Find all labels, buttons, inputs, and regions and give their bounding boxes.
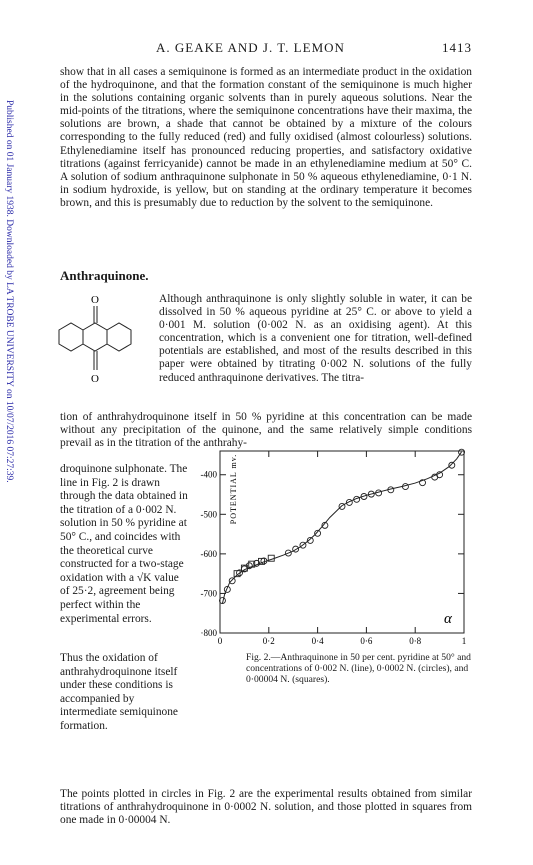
paragraph-anthraquinone: Although anthraquinone is only slightly soluble in water, it can be dissolved in 50 % aqueous pyridine at 25° C. or above to yield a 0·001 M. solution (0·002 N. as an oxidising agent). At this concentration, which is a convenient one for titration, well-defined potentials are established, and most of the results described in this paper were obtained by titrating 0·002 N. solutions of the fully reduced anthraquinone derivatives. The titra- bbox=[159, 293, 472, 384]
structure-diagram bbox=[56, 290, 134, 410]
x-tick-label: 0·8 bbox=[409, 636, 422, 646]
chart-svg bbox=[182, 447, 472, 649]
oxygen-bottom-label: O bbox=[91, 373, 99, 385]
y-tick-label: -700 bbox=[200, 588, 217, 599]
theoretical-curve bbox=[222, 452, 461, 604]
download-notice bbox=[0, 100, 14, 820]
y-tick-label: -600 bbox=[200, 548, 217, 559]
running-title: A. GEAKE AND J. T. LEMON bbox=[156, 40, 345, 55]
figure-caption: Fig. 2.—Anthraquinone in 50 per cent. pyridine at 50° and concentrations of 0·002 N. (line), 0·0002 N. (circles), and 0·00004 N. (squares). bbox=[246, 652, 471, 685]
page-number: 1413 bbox=[442, 40, 472, 55]
download-notice-text: Published on 01 January 1938. Downloaded by LA TROBE UNIVERSITY on 10/07/2016 07:27:39. bbox=[4, 100, 14, 483]
y-axis-label: POTENTIAL mv. bbox=[229, 453, 238, 525]
data-point-circle bbox=[229, 578, 235, 584]
paragraph-intro: show that in all cases a semiquinone is formed as an intermediate product in the oxidation of the hydroquinone, and that the formation constant of the semiquinone is much higher in the solutions containing organic solvents than in purely aqueous solutions. Near the mid-points of the titrations, where the semiquinone concentrations have their maxima, the solutions are brown, a shade that cannot be obtained by a mixture of the colours corresponding to the fully reduced (red) and fully oxidised (almost colourless) solutions. Ethylenediamine itself has pronounced reducing properties, and satisfactory oxidative titrations (against ferricyanide) cannot be made in an ethylenediamine medium at 50° C. A solution of sodium anthraquinone sulphonate in 50 % aqueous ethylenediamine, 0·1 N. in sodium hydroxide, is yellow, but on standing at the ordinary temperature it becomes brown, and this is presumably due to reduction by the solvent to the semiquinone. bbox=[60, 66, 472, 209]
x-tick-label: 1 bbox=[461, 636, 467, 646]
oxygen-top-label: O bbox=[91, 294, 99, 306]
paragraph-points: The points plotted in circles in Fig. 2 are the experimental results obtained from similar titrations of anthrahydroquinone in 0·0002 N. solution, and those plotted in squares from one made in 0·00004 N. bbox=[60, 788, 472, 827]
center-ring bbox=[83, 323, 107, 351]
alpha-label: α bbox=[444, 611, 452, 627]
y-tick-label: -400 bbox=[200, 469, 217, 480]
page-header bbox=[60, 40, 472, 56]
y-tick-label: ·800 bbox=[200, 628, 217, 638]
y-tick-label: -500 bbox=[200, 509, 217, 520]
x-tick-label: 0·6 bbox=[360, 636, 373, 646]
data-point-circle bbox=[449, 462, 455, 468]
paragraph-figure-reference: droquinone sulphonate. The line in Fig. 2 is drawn through the data obtained in the titration of a 0·002 N. solution in 50 % pyridine at 50° C., and coincides with the theoretical curve constructed for a two-stage oxidation with a √K value of 25·2, agreement being perfect within the experimental errors. bbox=[60, 463, 188, 625]
figure-2-chart bbox=[182, 447, 472, 649]
x-tick-label: 0 bbox=[217, 636, 223, 646]
paragraph-conclusion: Thus the oxidation of anthrahydroquinone itself under these conditions is accompanied by intermediate semiquinone formation. bbox=[60, 652, 178, 732]
paragraph-titration: tion of anthrahydroquinone itself in 50 % pyridine at this concentration can be made without any precipitation of the quinone, and the same relatively simple conditions prevail as in the titration of the anthrahy- bbox=[60, 411, 472, 450]
anthraquinone-structure bbox=[56, 290, 134, 410]
data-point-circle bbox=[339, 503, 345, 509]
x-tick-label: 0·4 bbox=[311, 636, 324, 646]
x-tick-label: 0·2 bbox=[262, 636, 275, 646]
left-ring bbox=[59, 323, 83, 351]
section-title: Anthraquinone. bbox=[60, 268, 149, 283]
right-ring bbox=[107, 323, 131, 351]
